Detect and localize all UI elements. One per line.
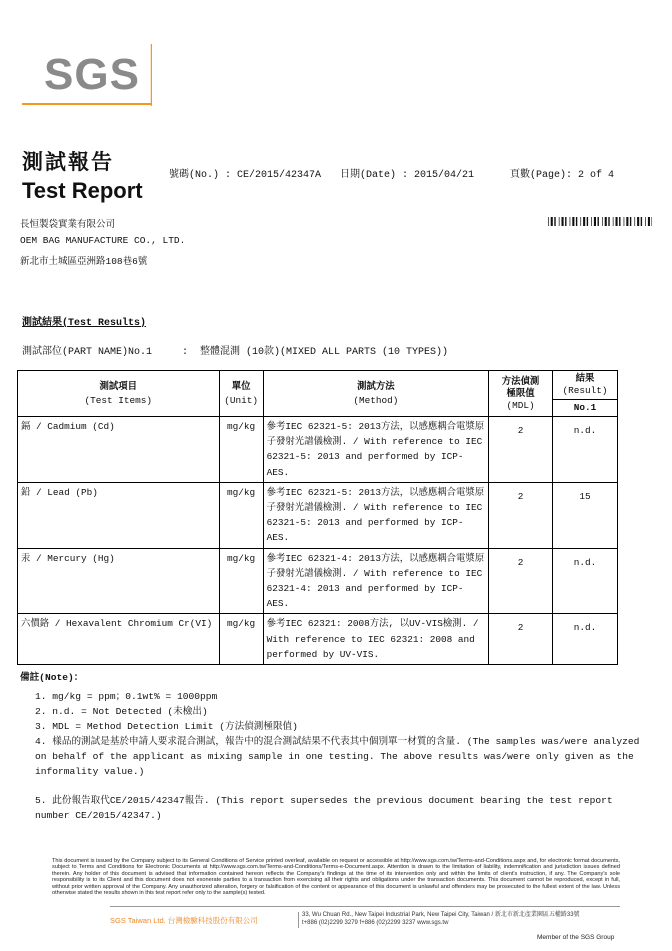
sgs-logo — [22, 42, 152, 108]
cell-method: 參考IEC 62321: 2008方法, 以UV-VIS檢測. / With reference to IEC 62321: 2008 and performed by UV-VIS. — [263, 614, 489, 665]
cell-result: n.d. — [553, 417, 618, 483]
header-unit — [219, 371, 263, 417]
barcode-bar — [619, 217, 620, 226]
barcode-bar — [583, 217, 585, 226]
cell-method: 參考IEC 62321-5: 2013方法，以感應耦合電漿原子發射光譜儀檢測. / With reference to IEC 62321-5: 2013 and performed by ICP-AES. — [263, 482, 489, 548]
barcode-bar — [591, 217, 592, 226]
barcode-bar — [562, 217, 564, 226]
barcode-bar — [548, 217, 549, 226]
footer-separator — [298, 912, 299, 928]
barcode-bar — [605, 217, 607, 226]
barcode-bar — [580, 217, 581, 226]
header-mdl-1: 方法偵測 — [501, 375, 540, 387]
note-item: 4. 樣品的測試是基於申請人要求混合測試，報告中的混合測試結果不代表其中個別單一材質的含量. (The samples was/were analyzed on behalf of the applicant as mixing sample in one testing. The above results was/were only given as the informality value.) — [35, 736, 640, 777]
table-row — [18, 417, 618, 483]
barcode-bar — [645, 217, 646, 226]
cell-unit: mg/kg — [219, 614, 263, 665]
barcode-bar — [641, 217, 642, 226]
barcode-bar — [594, 217, 596, 226]
header-unit-en: (Unit) — [224, 394, 258, 406]
title-chinese: 測試報告 — [22, 150, 114, 174]
page-number: 頁數(Page): 2 of 4 — [510, 170, 615, 181]
note-item: 3. MDL = Method Detection Limit (方法偵測極限值) — [35, 721, 298, 732]
header-result-zh: 結果 — [575, 373, 595, 384]
header-method-en: (Method) — [353, 394, 399, 406]
barcode-bar — [624, 217, 625, 226]
barcode-bar — [626, 217, 628, 226]
header-result-en: (Result) — [562, 385, 608, 396]
cell-item: 六價鉻 / Hexavalent Chromium Cr(VI) — [18, 614, 220, 665]
barcode-bar — [652, 217, 653, 226]
table-row — [18, 548, 618, 614]
cell-result: 15 — [553, 482, 618, 548]
barcode-bar — [572, 217, 574, 226]
barcode-bar — [587, 217, 588, 226]
note-item: 2. n.d. = Not Detected (未檢出) — [35, 706, 208, 717]
section-title: 測試結果(Test Results) — [22, 318, 147, 329]
client-name-zh: 長恒製袋實業有限公司 — [20, 219, 116, 230]
cell-unit: mg/kg — [219, 482, 263, 548]
legal-disclaimer: This document is issued by the Company subject to its General Conditions of Service printed overleaf, available on request or accessible at http://www.sgs.com.tw/Terms-and-Conditions.aspx and, for electronic format documents, subject to Terms and Conditions for Electronic Documents at http://www.sgs.com.tw/Terms-and-Conditions/Terms-e-Document.aspx. Attention is drawn to the limitation of liability, indemnification and jurisdiction issues defined therein. Any holder of this document is advised that information contained hereon reflects the Company's findings at the time of its intervention only and within the limits of client's instruction, if any. The Company's sole responsibility is to its Client and this document does not exonerate parties to a transaction from exercising all their rights and obligations under the transaction documents. This document cannot be reproduced, except in full, without prior written approval of the Company. Any unauthorized alteration, forgery or falsification of the content or appearance of this document is unlawful and offenders may be prosecuted to the fullest extent of the law. Unless otherwise stated the results shown in this test report refer only to the sample(s) tested. — [52, 858, 620, 897]
header-mdl-3: (MDL) — [506, 399, 535, 411]
footer-company: SGS Taiwan Ltd. 台灣檢驗科技股份有限公司 — [110, 916, 258, 925]
barcode-bar — [634, 217, 635, 226]
member-of-group: Member of the SGS Group — [537, 934, 615, 941]
barcode-bar — [559, 217, 560, 226]
header-result — [553, 371, 618, 417]
cell-result: n.d. — [553, 548, 618, 614]
table-row — [18, 614, 618, 665]
footer-address — [302, 912, 580, 927]
header-mdl-2: 極限值 — [506, 387, 535, 399]
cell-method: 參考IEC 62321-5: 2013方法，以感應耦合電漿原子發射光譜儀檢測. / With reference to IEC 62321-5: 2013 and performed by ICP-AES. — [263, 417, 489, 483]
note-item: 5. 此份報告取代CE/2015/42347報告. (This report supersedes the previous document bearing the test report number CE/2015/42347.) — [35, 795, 613, 821]
barcode-bar — [630, 217, 631, 226]
barcode-bar — [608, 217, 609, 226]
results-table — [17, 370, 618, 665]
barcode-bar — [648, 217, 650, 226]
header-result-no: No.1 — [573, 402, 597, 413]
barcode — [548, 217, 652, 226]
report-date: 日期(Date) : 2015/04/21 — [340, 170, 475, 181]
cell-mdl: 2 — [489, 482, 553, 548]
cell-method: 參考IEC 62321-4: 2013方法，以感應耦合電漿原子發射光譜儀檢測. / With reference to IEC 62321-4: 2013 and performed by ICP-AES. — [263, 548, 489, 614]
header-method-zh: 測試方法 — [357, 380, 395, 392]
cell-item: 汞 / Mercury (Hg) — [18, 548, 220, 614]
footer-divider — [110, 906, 620, 907]
cell-unit: mg/kg — [219, 548, 263, 614]
cell-mdl: 2 — [489, 417, 553, 483]
header-test-items — [18, 371, 220, 417]
logo-text: SGS — [44, 50, 140, 99]
part-name: 測試部位(PART NAME)No.1 : 整體混測 (10款)(MIXED ALL PARTS (10 TYPES)) — [22, 347, 449, 358]
barcode-bar — [570, 217, 571, 226]
cell-item: 鎘 / Cadmium (Cd) — [18, 417, 220, 483]
report-number: 號碼(No.) : CE/2015/42347A — [169, 170, 322, 181]
barcode-bar — [613, 217, 614, 226]
barcode-bar — [637, 217, 639, 226]
barcode-bar — [554, 217, 555, 226]
header-item-zh: 測試項目 — [99, 380, 138, 392]
client-address: 新北市土城區亞洲路108巷6號 — [20, 256, 148, 267]
barcode-bar — [602, 217, 603, 226]
barcode-bar — [551, 217, 553, 226]
cell-mdl: 2 — [489, 548, 553, 614]
cell-unit: mg/kg — [219, 417, 263, 483]
table-header-row — [18, 371, 618, 417]
barcode-bar — [565, 217, 566, 226]
barcode-bar — [598, 217, 599, 226]
cell-result: n.d. — [553, 614, 618, 665]
table-row — [18, 482, 618, 548]
cell-item: 鉛 / Lead (Pb) — [18, 482, 220, 548]
header-result-top — [553, 371, 617, 400]
notes-section — [20, 670, 650, 823]
header-mdl — [489, 371, 553, 417]
header-item-en: (Test Items) — [84, 394, 153, 406]
header-method — [263, 371, 489, 417]
barcode-bar — [576, 217, 577, 226]
client-name-en: OEM BAG MANUFACTURE CO., LTD. — [20, 235, 186, 246]
cell-mdl: 2 — [489, 614, 553, 665]
header-unit-zh: 單位 — [231, 380, 251, 392]
barcode-bar — [616, 217, 618, 226]
notes-title: 備註(Note)： — [20, 672, 84, 683]
note-item: 1. mg/kg = ppm；0.1wt% = 1000ppm — [35, 691, 218, 702]
title-english: Test Report — [22, 178, 143, 203]
footer-address-line2: t+886 (02)2299 3279 f+886 (02)2299 3237 www.sgs.tw — [302, 919, 449, 926]
footer-address-line1: 33, Wu Chuan Rd., New Taipei Industrial Park, New Taipei City, Taiwan / 新北市新北產業園區五權路33號 — [302, 912, 580, 918]
